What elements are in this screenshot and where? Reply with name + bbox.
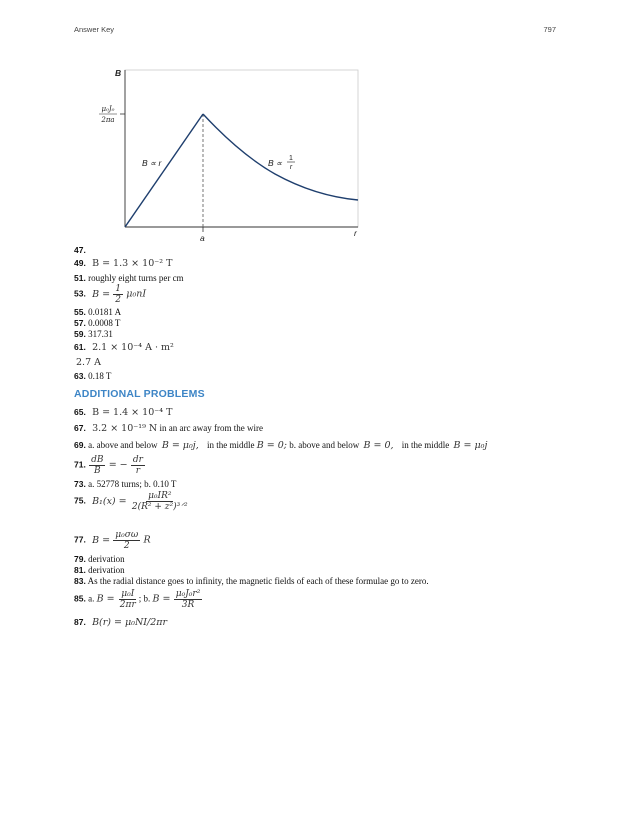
answer-text: As the radial distance goes to infinity, the magnetic fields of each of these formulae go to zero. — [87, 576, 429, 586]
answer-text: a. — [88, 593, 95, 604]
answer-text: 0.18 T — [88, 371, 112, 381]
answer-71 — [74, 455, 146, 476]
answer-math: B(r) = μ₀NI/2πr — [92, 617, 168, 628]
answer-number: 65. — [74, 407, 86, 417]
denominator: 2πr — [119, 600, 136, 610]
answer-57 — [74, 318, 120, 329]
answer-number: 59. — [74, 329, 86, 339]
answer-math: B = — [152, 593, 171, 605]
answer-number: 77. — [74, 534, 86, 545]
numerator: μ₀I — [121, 589, 135, 599]
answer-number: 55. — [74, 307, 86, 317]
fraction — [89, 455, 105, 476]
answer-text: 317.31 — [88, 329, 113, 339]
x-axis-label: r — [354, 228, 357, 238]
linear-region-label: B ∝ r — [142, 158, 162, 168]
fraction — [113, 530, 140, 551]
curve-linear-rise — [125, 114, 203, 227]
answer-text: in an arc away from the wire — [159, 423, 263, 433]
answer-63 — [74, 371, 111, 382]
answer-61 — [74, 342, 174, 353]
answer-number: 85. — [74, 593, 86, 604]
denominator: 2(R² + z²)³ᐟ² — [131, 502, 188, 512]
answer-number: 79. — [74, 554, 86, 564]
answer-69 — [74, 440, 487, 451]
answer-65 — [74, 407, 172, 418]
answer-math: B = 0; — [256, 440, 287, 451]
answer-math: B = 1.3 × 10⁻² T — [92, 258, 173, 269]
denominator: 2 — [123, 541, 130, 551]
answer-67 — [74, 423, 263, 434]
denominator: r — [135, 466, 141, 476]
answer-number: 73. — [74, 479, 86, 489]
answer-math: 2.7 A — [76, 357, 101, 368]
answer-text: roughly eight turns per cm — [88, 273, 184, 283]
denominator: 3R — [181, 600, 195, 610]
inverse-label-numerator: 1 — [289, 155, 293, 162]
answer-math: R — [143, 534, 151, 546]
answer-47 — [74, 245, 86, 256]
answer-math: = − — [108, 459, 128, 471]
denominator: B — [93, 466, 101, 476]
answer-number: 53. — [74, 288, 86, 299]
answer-49 — [74, 258, 172, 269]
answer-math: μ₀nI — [126, 288, 147, 300]
numerator: μ₀σω — [115, 530, 139, 540]
answer-number: 83. — [74, 576, 86, 586]
answer-number: 81. — [74, 565, 86, 575]
answer-number: 67. — [74, 423, 86, 433]
answer-77 — [74, 530, 151, 551]
answer-59 — [74, 329, 113, 340]
answer-number: 75. — [74, 495, 86, 506]
page-number: 797 — [543, 25, 556, 34]
answer-75 — [74, 491, 191, 512]
answer-text: b. above and below — [289, 440, 360, 450]
answer-number: 51. — [74, 273, 86, 283]
y-tick-numerator: μ₀J₀ — [101, 105, 115, 113]
answer-math: B = — [92, 288, 111, 300]
inverse-label-denominator: r — [289, 164, 293, 171]
answer-math: 3.2 × 10⁻¹⁹ N — [92, 423, 158, 434]
numerator: dr — [132, 455, 143, 465]
x-tick-label: a — [200, 233, 205, 243]
answer-87 — [74, 617, 167, 628]
answer-number: 69. — [74, 440, 86, 450]
answer-81 — [74, 565, 125, 576]
answer-73 — [74, 479, 176, 490]
answer-math: B = — [96, 593, 115, 605]
numerator: μ₀IR² — [148, 491, 172, 501]
answer-text: ; b. — [138, 593, 151, 604]
answer-number: 87. — [74, 617, 86, 627]
answer-number: 57. — [74, 318, 86, 328]
y-axis-label: B — [115, 68, 122, 78]
answer-51 — [74, 273, 184, 284]
answer-math: B = μ₀j — [453, 440, 488, 451]
answer-math: 2.1 × 10⁻⁴ A · m² — [92, 342, 174, 353]
denominator: 2 — [115, 295, 122, 305]
section-heading: ADDITIONAL PROBLEMS — [74, 388, 205, 400]
magnetic-field-graph — [90, 62, 370, 247]
answer-math: B = μ₀j, — [161, 440, 199, 451]
answer-text: 0.0008 T — [88, 318, 121, 328]
answer-53 — [74, 284, 146, 305]
answer-number: 49. — [74, 258, 86, 268]
answer-number: 63. — [74, 371, 86, 381]
numerator: dB — [91, 455, 104, 465]
answer-math: B = 0, — [363, 440, 394, 451]
answer-text: in the middle — [207, 440, 255, 450]
numerator: μ₀J₀r² — [175, 589, 201, 599]
answer-79 — [74, 554, 125, 565]
answer-text: 0.0181 A — [88, 307, 122, 317]
answer-text: a. 52778 turns; b. 0.10 T — [88, 479, 177, 489]
y-tick-denominator: 2πa — [101, 116, 115, 124]
answer-text: derivation — [88, 554, 125, 564]
fraction — [130, 491, 190, 512]
answer-math: B = 1.4 × 10⁻⁴ T — [92, 407, 173, 418]
fraction — [131, 455, 145, 476]
plot-frame — [125, 70, 358, 227]
answer-55 — [74, 307, 121, 318]
fraction — [113, 284, 123, 305]
answer-number: 47. — [74, 245, 86, 255]
answer-text: in the middle — [401, 440, 450, 450]
answer-math: B₁(x) = — [92, 495, 127, 507]
answer-math: B = — [92, 534, 111, 546]
fraction — [118, 589, 138, 610]
answer-text: derivation — [88, 565, 125, 575]
curve-inverse-decay — [203, 114, 358, 200]
answer-number: 71. — [74, 459, 86, 470]
answer-83 — [74, 576, 429, 587]
answer-61-part2 — [74, 357, 101, 368]
answer-number: 61. — [74, 342, 86, 352]
inverse-region-label: B ∝ — [268, 158, 283, 168]
answer-85 — [74, 589, 203, 610]
numerator: 1 — [115, 284, 122, 294]
answer-text: a. above and below — [88, 440, 158, 450]
running-header-title: Answer Key — [74, 25, 115, 34]
fraction — [174, 589, 203, 610]
